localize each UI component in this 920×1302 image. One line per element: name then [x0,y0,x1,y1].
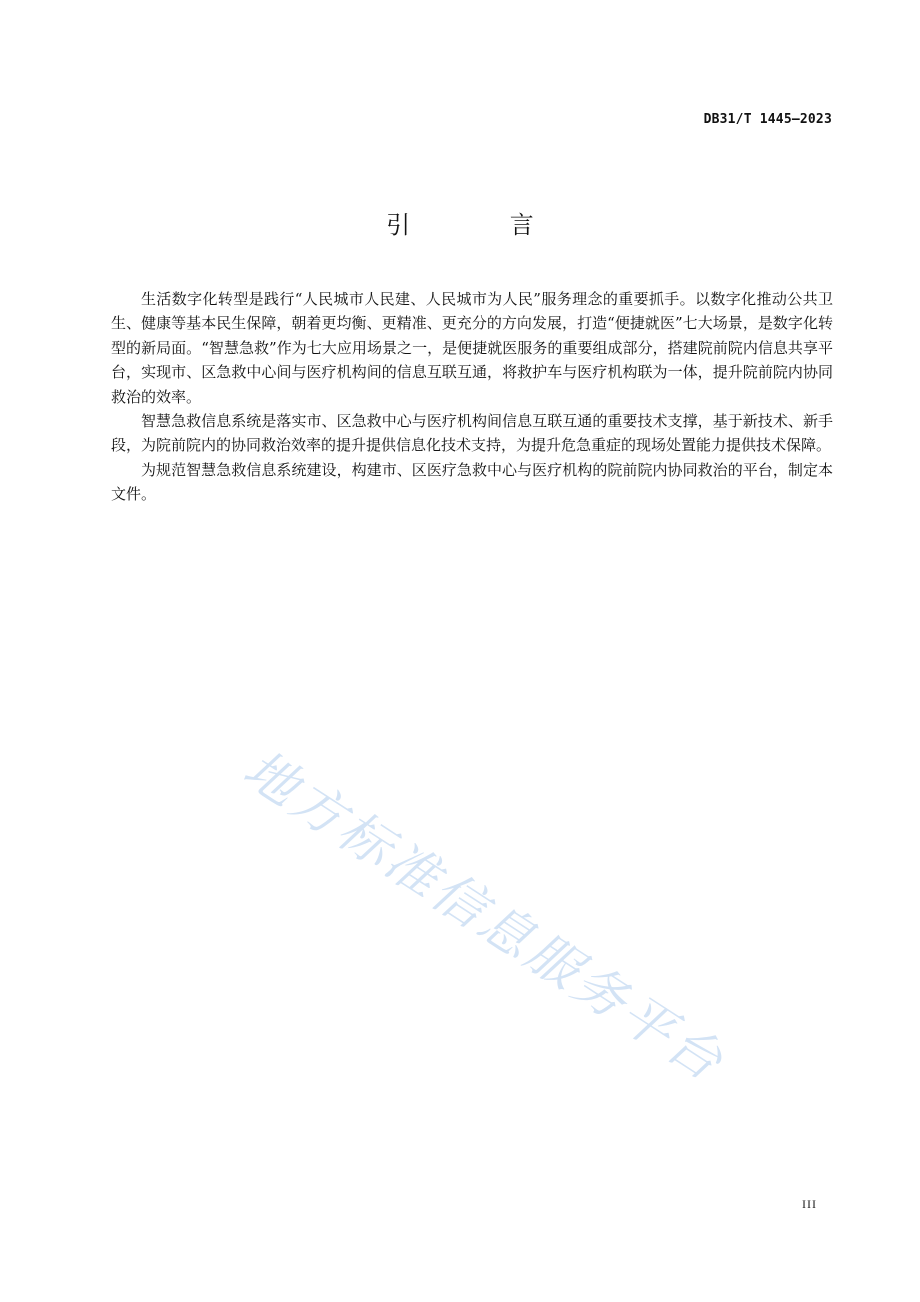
paragraph: 生活数字化转型是践行“人民城市人民建、人民城市为人民”服务理念的重要抓手。以数字化推动公共卫生、健康等基本民生保障，朝着更均衡、更精准、更充分的方向发展，打造“便捷就医”七大场景，是数字化转型的新局面。“智慧急救”作为七大应用场景之一，是便捷就医服务的重要组成部分，搭建院前院内信息共享平台，实现市、区急救中心间与医疗机构间的信息互联互通，将救护车与医疗机构联为一体，提升院前院内协同救治的效率。 [111,290,833,406]
standard-code: DB31/T 1445—2023 [703,112,832,127]
paragraph: 为规范智慧急救信息系统建设，构建市、区医疗急救中心与医疗机构的院前院内协同救治的平台，制定本文件。 [111,460,833,504]
watermark: 地方标准信息服务平台 [232,738,736,1095]
page-number: III [802,1197,817,1211]
paragraph: 智慧急救信息系统是落实市、区急救中心与医疗机构间信息互联互通的重要技术支撑，基于新技术、新手段，为院前院内的协同救治效率的提升提供信息化技术支持，为提升危急重症的现场处置能力提供技术保障。 [111,412,833,455]
introduction-body [111,287,833,507]
section-title: 引 言 [386,211,580,239]
